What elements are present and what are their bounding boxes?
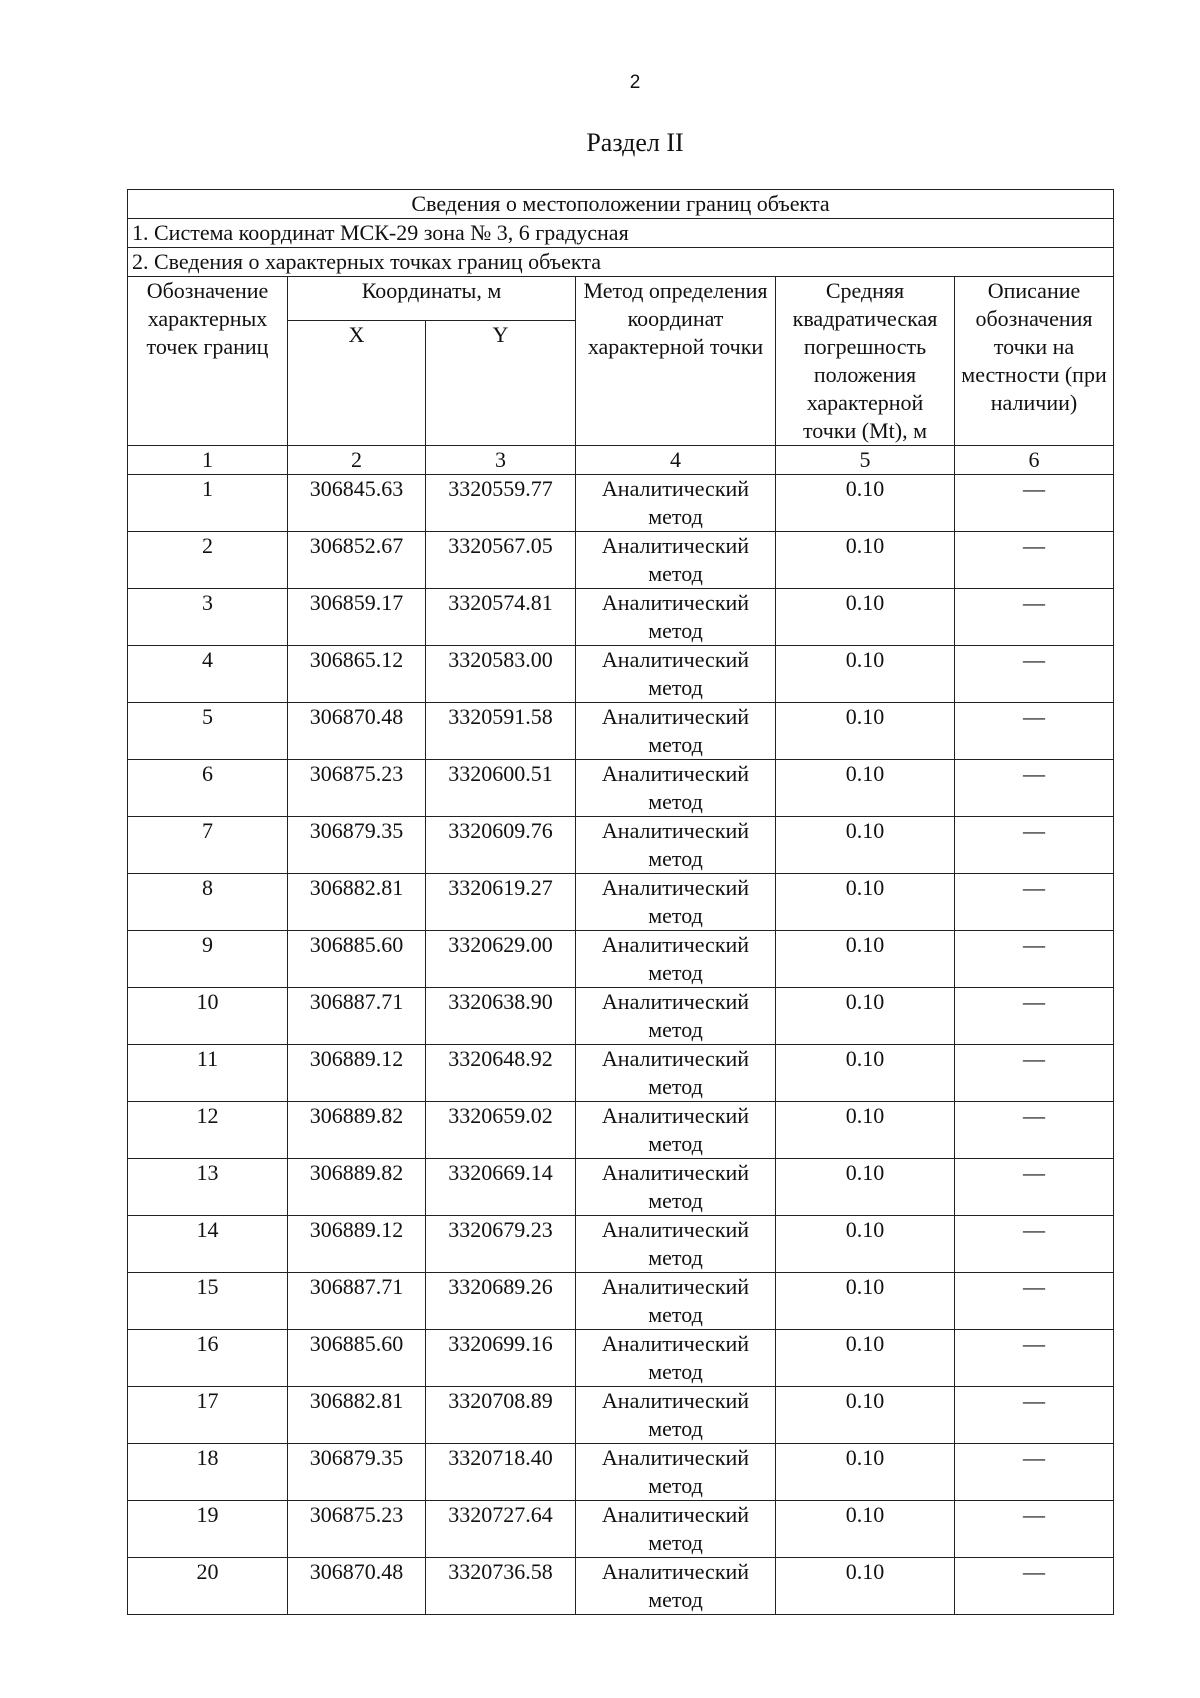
coord-y: 3320609.76 xyxy=(426,817,576,874)
coord-x: 306859.17 xyxy=(288,589,426,646)
point-number: 8 xyxy=(128,874,288,931)
point-number: 19 xyxy=(128,1501,288,1558)
coord-x: 306889.82 xyxy=(288,1102,426,1159)
column-number: 4 xyxy=(576,446,776,475)
table-title: Сведения о местоположении границ объекта xyxy=(128,190,1114,219)
point-number: 7 xyxy=(128,817,288,874)
coord-x: 306865.12 xyxy=(288,646,426,703)
table-row xyxy=(128,532,1114,589)
coord-y: 3320669.14 xyxy=(426,1159,576,1216)
coord-y: 3320727.64 xyxy=(426,1501,576,1558)
mean-error: 0.10 xyxy=(776,1216,955,1273)
description: — xyxy=(955,1216,1114,1273)
mean-error: 0.10 xyxy=(776,703,955,760)
table-row xyxy=(128,760,1114,817)
coord-x: 306879.35 xyxy=(288,1444,426,1501)
coord-x: 306887.71 xyxy=(288,1273,426,1330)
coord-y: 3320629.00 xyxy=(426,931,576,988)
mean-error: 0.10 xyxy=(776,1330,955,1387)
coord-y: 3320699.16 xyxy=(426,1330,576,1387)
method: Аналитический метод xyxy=(576,1558,776,1615)
coord-y: 3320600.51 xyxy=(426,760,576,817)
description: — xyxy=(955,475,1114,532)
point-number: 6 xyxy=(128,760,288,817)
coord-x: 306852.67 xyxy=(288,532,426,589)
mean-error: 0.10 xyxy=(776,988,955,1045)
description: — xyxy=(955,589,1114,646)
description: — xyxy=(955,931,1114,988)
header-x: X xyxy=(288,320,426,445)
method: Аналитический метод xyxy=(576,1330,776,1387)
mean-error: 0.10 xyxy=(776,874,955,931)
column-number: 2 xyxy=(288,446,426,475)
table-row xyxy=(128,1558,1114,1615)
table-row xyxy=(128,589,1114,646)
mean-error: 0.10 xyxy=(776,1558,955,1615)
table-row xyxy=(128,646,1114,703)
column-number: 1 xyxy=(128,446,288,475)
coord-y: 3320559.77 xyxy=(426,475,576,532)
coord-y: 3320567.05 xyxy=(426,532,576,589)
method: Аналитический метод xyxy=(576,760,776,817)
method: Аналитический метод xyxy=(576,1102,776,1159)
coord-x: 306889.82 xyxy=(288,1159,426,1216)
coord-y: 3320574.81 xyxy=(426,589,576,646)
coord-x: 306875.23 xyxy=(288,760,426,817)
method: Аналитический метод xyxy=(576,1387,776,1444)
description: — xyxy=(955,1444,1114,1501)
description: — xyxy=(955,646,1114,703)
coordinate-system: 1. Система координат МСК-29 зона № 3, 6 градусная xyxy=(128,219,1114,248)
method: Аналитический метод xyxy=(576,1045,776,1102)
coord-x: 306870.48 xyxy=(288,703,426,760)
point-number: 10 xyxy=(128,988,288,1045)
coord-y: 3320679.23 xyxy=(426,1216,576,1273)
table-row xyxy=(128,1102,1114,1159)
header-method: Метод определения координат характерной точки xyxy=(576,277,776,446)
description: — xyxy=(955,760,1114,817)
header-description: Описание обозначения точки на местности (при наличии) xyxy=(955,277,1114,446)
point-number: 9 xyxy=(128,931,288,988)
point-number: 13 xyxy=(128,1159,288,1216)
mean-error: 0.10 xyxy=(776,589,955,646)
table-row xyxy=(128,1159,1114,1216)
method: Аналитический метод xyxy=(576,1159,776,1216)
mean-error: 0.10 xyxy=(776,1444,955,1501)
description: — xyxy=(955,1045,1114,1102)
method: Аналитический метод xyxy=(576,532,776,589)
method: Аналитический метод xyxy=(576,1501,776,1558)
point-number: 15 xyxy=(128,1273,288,1330)
coord-y: 3320638.90 xyxy=(426,988,576,1045)
coord-y: 3320708.89 xyxy=(426,1387,576,1444)
coord-y: 3320591.58 xyxy=(426,703,576,760)
column-numbers-row xyxy=(128,446,1114,475)
method: Аналитический метод xyxy=(576,589,776,646)
column-number: 5 xyxy=(776,446,955,475)
mean-error: 0.10 xyxy=(776,475,955,532)
point-number: 17 xyxy=(128,1387,288,1444)
description: — xyxy=(955,1501,1114,1558)
method: Аналитический метод xyxy=(576,646,776,703)
mean-error: 0.10 xyxy=(776,1102,955,1159)
description: — xyxy=(955,1387,1114,1444)
method: Аналитический метод xyxy=(576,931,776,988)
coord-x: 306882.81 xyxy=(288,874,426,931)
method: Аналитический метод xyxy=(576,475,776,532)
coord-x: 306879.35 xyxy=(288,817,426,874)
boundary-points-table xyxy=(127,189,1114,1615)
coord-y: 3320718.40 xyxy=(426,1444,576,1501)
description: — xyxy=(955,1330,1114,1387)
method: Аналитический метод xyxy=(576,817,776,874)
description: — xyxy=(955,703,1114,760)
mean-error: 0.10 xyxy=(776,817,955,874)
page-number: 2 xyxy=(629,72,641,93)
point-number: 5 xyxy=(128,703,288,760)
coord-x: 306882.81 xyxy=(288,1387,426,1444)
coord-x: 306889.12 xyxy=(288,1045,426,1102)
coord-x: 306885.60 xyxy=(288,1330,426,1387)
mean-error: 0.10 xyxy=(776,1501,955,1558)
method: Аналитический метод xyxy=(576,703,776,760)
points-section-title: 2. Сведения о характерных точках границ объекта xyxy=(128,248,1114,277)
description: — xyxy=(955,874,1114,931)
point-number: 16 xyxy=(128,1330,288,1387)
point-number: 2 xyxy=(128,532,288,589)
table-row xyxy=(128,817,1114,874)
description: — xyxy=(955,1558,1114,1615)
table-row xyxy=(128,1216,1114,1273)
description: — xyxy=(955,532,1114,589)
description: — xyxy=(955,1273,1114,1330)
table-row xyxy=(128,1045,1114,1102)
section-title: Раздел II xyxy=(586,128,684,157)
method: Аналитический метод xyxy=(576,1273,776,1330)
description: — xyxy=(955,817,1114,874)
header-coordinates: Координаты, м xyxy=(288,277,576,321)
mean-error: 0.10 xyxy=(776,1387,955,1444)
table-row xyxy=(128,1330,1114,1387)
header-point-designation: Обозначение характерных точек границ xyxy=(128,277,288,446)
coord-y: 3320619.27 xyxy=(426,874,576,931)
description: — xyxy=(955,988,1114,1045)
point-number: 11 xyxy=(128,1045,288,1102)
mean-error: 0.10 xyxy=(776,1045,955,1102)
coord-y: 3320583.00 xyxy=(426,646,576,703)
point-number: 1 xyxy=(128,475,288,532)
mean-error: 0.10 xyxy=(776,931,955,988)
table-row xyxy=(128,874,1114,931)
table-row xyxy=(128,1273,1114,1330)
header-y: Y xyxy=(426,320,576,445)
table-row xyxy=(128,703,1114,760)
header-mean-error: Средняя квадратическая погрешность положения характерной точки (Mt), м xyxy=(776,277,955,446)
table-row xyxy=(128,1444,1114,1501)
point-number: 20 xyxy=(128,1558,288,1615)
coord-y: 3320689.26 xyxy=(426,1273,576,1330)
point-number: 18 xyxy=(128,1444,288,1501)
coord-x: 306870.48 xyxy=(288,1558,426,1615)
description: — xyxy=(955,1159,1114,1216)
table-row xyxy=(128,475,1114,532)
mean-error: 0.10 xyxy=(776,646,955,703)
mean-error: 0.10 xyxy=(776,760,955,817)
table-row xyxy=(128,931,1114,988)
mean-error: 0.10 xyxy=(776,532,955,589)
coord-y: 3320648.92 xyxy=(426,1045,576,1102)
method: Аналитический метод xyxy=(576,1444,776,1501)
coord-y: 3320736.58 xyxy=(426,1558,576,1615)
coord-x: 306889.12 xyxy=(288,1216,426,1273)
method: Аналитический метод xyxy=(576,988,776,1045)
coord-x: 306887.71 xyxy=(288,988,426,1045)
coord-y: 3320659.02 xyxy=(426,1102,576,1159)
mean-error: 0.10 xyxy=(776,1159,955,1216)
coord-x: 306885.60 xyxy=(288,931,426,988)
coord-x: 306875.23 xyxy=(288,1501,426,1558)
point-number: 4 xyxy=(128,646,288,703)
description: — xyxy=(955,1102,1114,1159)
table-row xyxy=(128,1501,1114,1558)
table-row xyxy=(128,1387,1114,1444)
point-number: 14 xyxy=(128,1216,288,1273)
mean-error: 0.10 xyxy=(776,1273,955,1330)
coord-x: 306845.63 xyxy=(288,475,426,532)
point-number: 3 xyxy=(128,589,288,646)
method: Аналитический метод xyxy=(576,1216,776,1273)
method: Аналитический метод xyxy=(576,874,776,931)
table-row xyxy=(128,988,1114,1045)
column-number: 6 xyxy=(955,446,1114,475)
column-number: 3 xyxy=(426,446,576,475)
point-number: 12 xyxy=(128,1102,288,1159)
